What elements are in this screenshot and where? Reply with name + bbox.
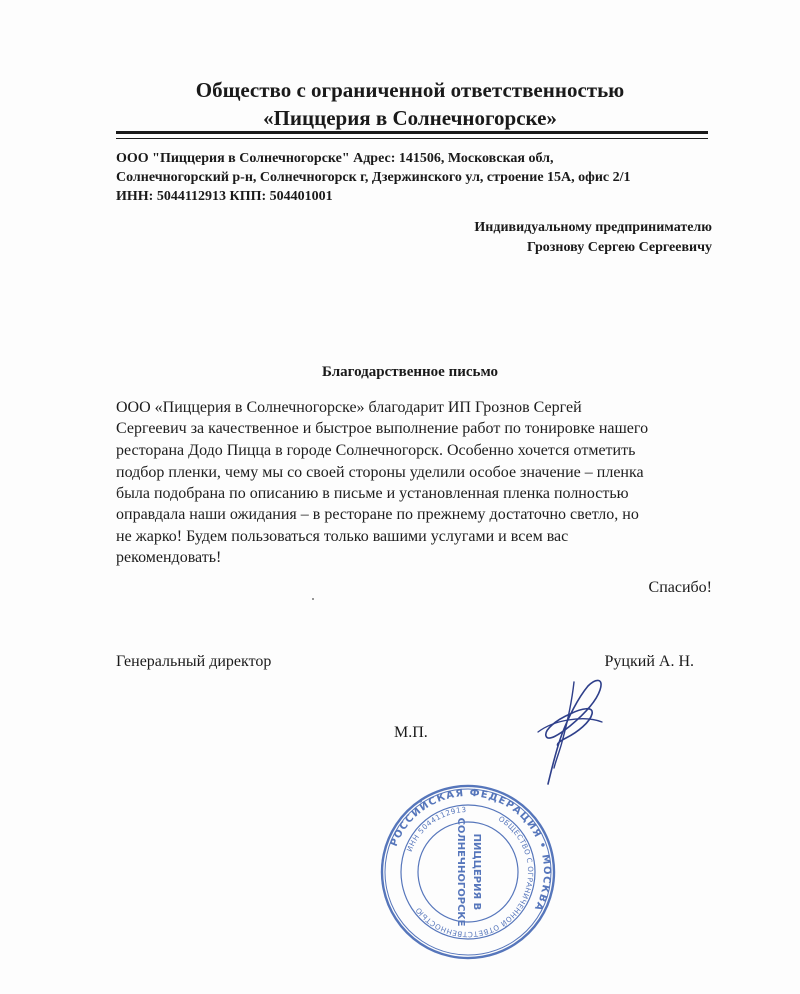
letter-body-line: Сергеевич за качественное и быстрое выполнение работ по тонировке нашего	[116, 420, 649, 437]
stamp-outer-text: РОССИЙСКАЯ ФЕДЕРАЦИЯ • МОСКВА	[388, 787, 553, 914]
company-info-line3: ИНН: 5044112913 КПП: 504401001	[116, 189, 333, 204]
letter-body-line: была подобрана по описанию в письме и установленная пленка полностью	[116, 485, 629, 502]
scan-speck	[312, 598, 314, 600]
company-info-line1: ООО "Пиццерия в Солнечногорске" Адрес: 141506, Московская обл,	[116, 151, 554, 166]
recipient-line2: Грознову Сергею Сергеевичу	[526, 240, 712, 255]
letter-body-line: рекомендовать!	[116, 549, 222, 566]
signatory-name: Руцкий А. Н.	[604, 653, 694, 670]
company-info-line2: Солнечногорский р-н, Солнечногорск г, Дзержинского ул, строение 15А, офис 2/1	[116, 170, 631, 185]
header-title-line2: «Пиццерия в Солнечногорске»	[263, 106, 557, 130]
company-stamp	[378, 782, 558, 962]
closing-thanks: Спасибо!	[648, 579, 712, 596]
letter-body-line: не жарко! Будем пользоваться только вашими услугами и всем вас	[116, 528, 569, 545]
handwritten-signature	[526, 672, 616, 788]
header-rule-thin	[116, 138, 708, 139]
letter-body-line: оправдала наши ожидания – в ресторане по прежнему достаточно светло, но	[116, 506, 639, 523]
letter-body-line: подбор пленки, чему мы со своей стороны уделили особое значение – пленка	[116, 464, 644, 481]
header-title-line1: Общество с ограниченной ответственностью	[195, 78, 625, 102]
letter-body-line: ООО «Пиццерия в Солнечногорске» благодарит ИП Грознов Сергей	[116, 399, 582, 416]
stamp-center-line2: СОЛНЕЧНОГОРСКЕ	[455, 817, 466, 927]
signatory-role: Генеральный директор	[116, 653, 272, 670]
seal-label: М.П.	[394, 724, 428, 741]
recipient-line1: Индивидуальному предпринимателю	[474, 220, 712, 235]
stamp-middle-text: ОБЩЕСТВО С ОГРАНИЧЕННОЙ ОТВЕТСТВЕННОСТЬЮ	[413, 814, 536, 940]
letter-title: Благодарственное письмо	[322, 364, 498, 380]
stamp-center-line1: ПИЦЦЕРИЯ В	[471, 833, 482, 911]
letter-body-line: ресторана Додо Пицца в городе Солнечногорск. Особенно хочется отметить	[116, 442, 636, 459]
header-rule-thick	[116, 131, 708, 134]
stamp-inn-text: ИНН 5044112913	[404, 804, 467, 854]
